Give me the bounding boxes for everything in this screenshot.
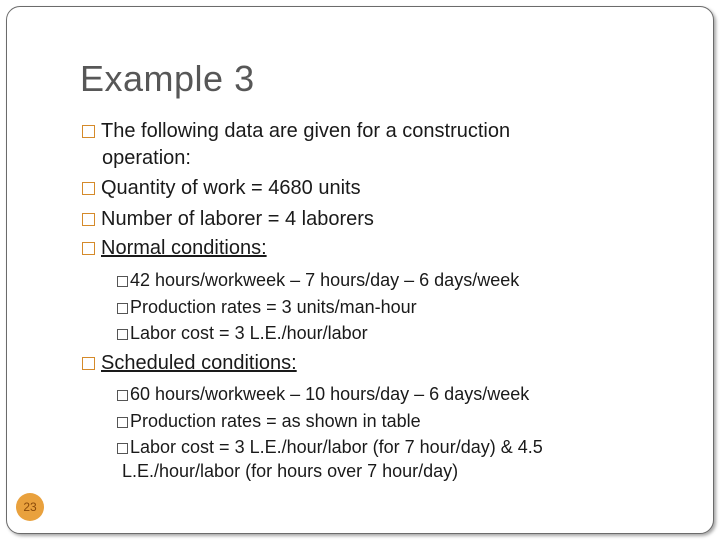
- scheduled-item-3-cont: [122, 461, 458, 482]
- normal-item-1: [117, 270, 519, 291]
- normal-item-2: [117, 297, 417, 318]
- bullet-box-icon: [82, 357, 95, 370]
- bullet-quantity: [82, 177, 361, 200]
- normal-item-3: [117, 323, 368, 344]
- sub-bullet-icon: [117, 390, 128, 401]
- scheduled-conditions-heading: Scheduled conditions:: [101, 352, 297, 374]
- page-number-badge: 23: [16, 493, 44, 521]
- bullet-quantity-text: Quantity of work = 4680 units: [101, 177, 361, 199]
- bullet-laborers: [82, 208, 374, 231]
- bullet-intro-cont-text: operation:: [102, 147, 191, 169]
- normal-item-2-text: Production rates = 3 units/man-hour: [130, 297, 417, 317]
- sub-bullet-icon: [117, 443, 128, 454]
- normal-item-3-text: Labor cost = 3 L.E./hour/labor: [130, 323, 368, 343]
- bullet-laborers-text: Number of laborer = 4 laborers: [101, 208, 374, 230]
- bullet-box-icon: [82, 242, 95, 255]
- scheduled-item-3-cont-text: L.E./hour/labor (for hours over 7 hour/day): [122, 461, 459, 481]
- sub-bullet-icon: [117, 276, 128, 287]
- normal-item-1-text: 42 hours/workweek – 7 hours/day – 6 days/week: [130, 270, 520, 290]
- bullet-scheduled-heading: [82, 352, 297, 375]
- scheduled-item-3: [117, 437, 543, 458]
- bullet-box-icon: [82, 213, 95, 226]
- bullet-intro: [82, 120, 510, 143]
- scheduled-item-1: [117, 384, 529, 405]
- sub-bullet-icon: [117, 303, 128, 314]
- slide-title: Example 3: [80, 58, 255, 99]
- bullet-box-icon: [82, 125, 95, 138]
- normal-conditions-heading: Normal conditions:: [101, 237, 267, 259]
- bullet-intro-cont: [102, 147, 191, 170]
- scheduled-item-2-text: Production rates = as shown in table: [130, 411, 421, 431]
- sub-bullet-icon: [117, 417, 128, 428]
- scheduled-item-3-text: Labor cost = 3 L.E./hour/labor (for 7 hour/day) & 4.5: [130, 437, 543, 457]
- bullet-box-icon: [82, 182, 95, 195]
- bullet-normal-heading: [82, 237, 267, 260]
- scheduled-item-1-text: 60 hours/workweek – 10 hours/day – 6 days/week: [130, 384, 530, 404]
- scheduled-item-2: [117, 411, 421, 432]
- sub-bullet-icon: [117, 329, 128, 340]
- bullet-intro-text: The following data are given for a construction: [101, 120, 511, 142]
